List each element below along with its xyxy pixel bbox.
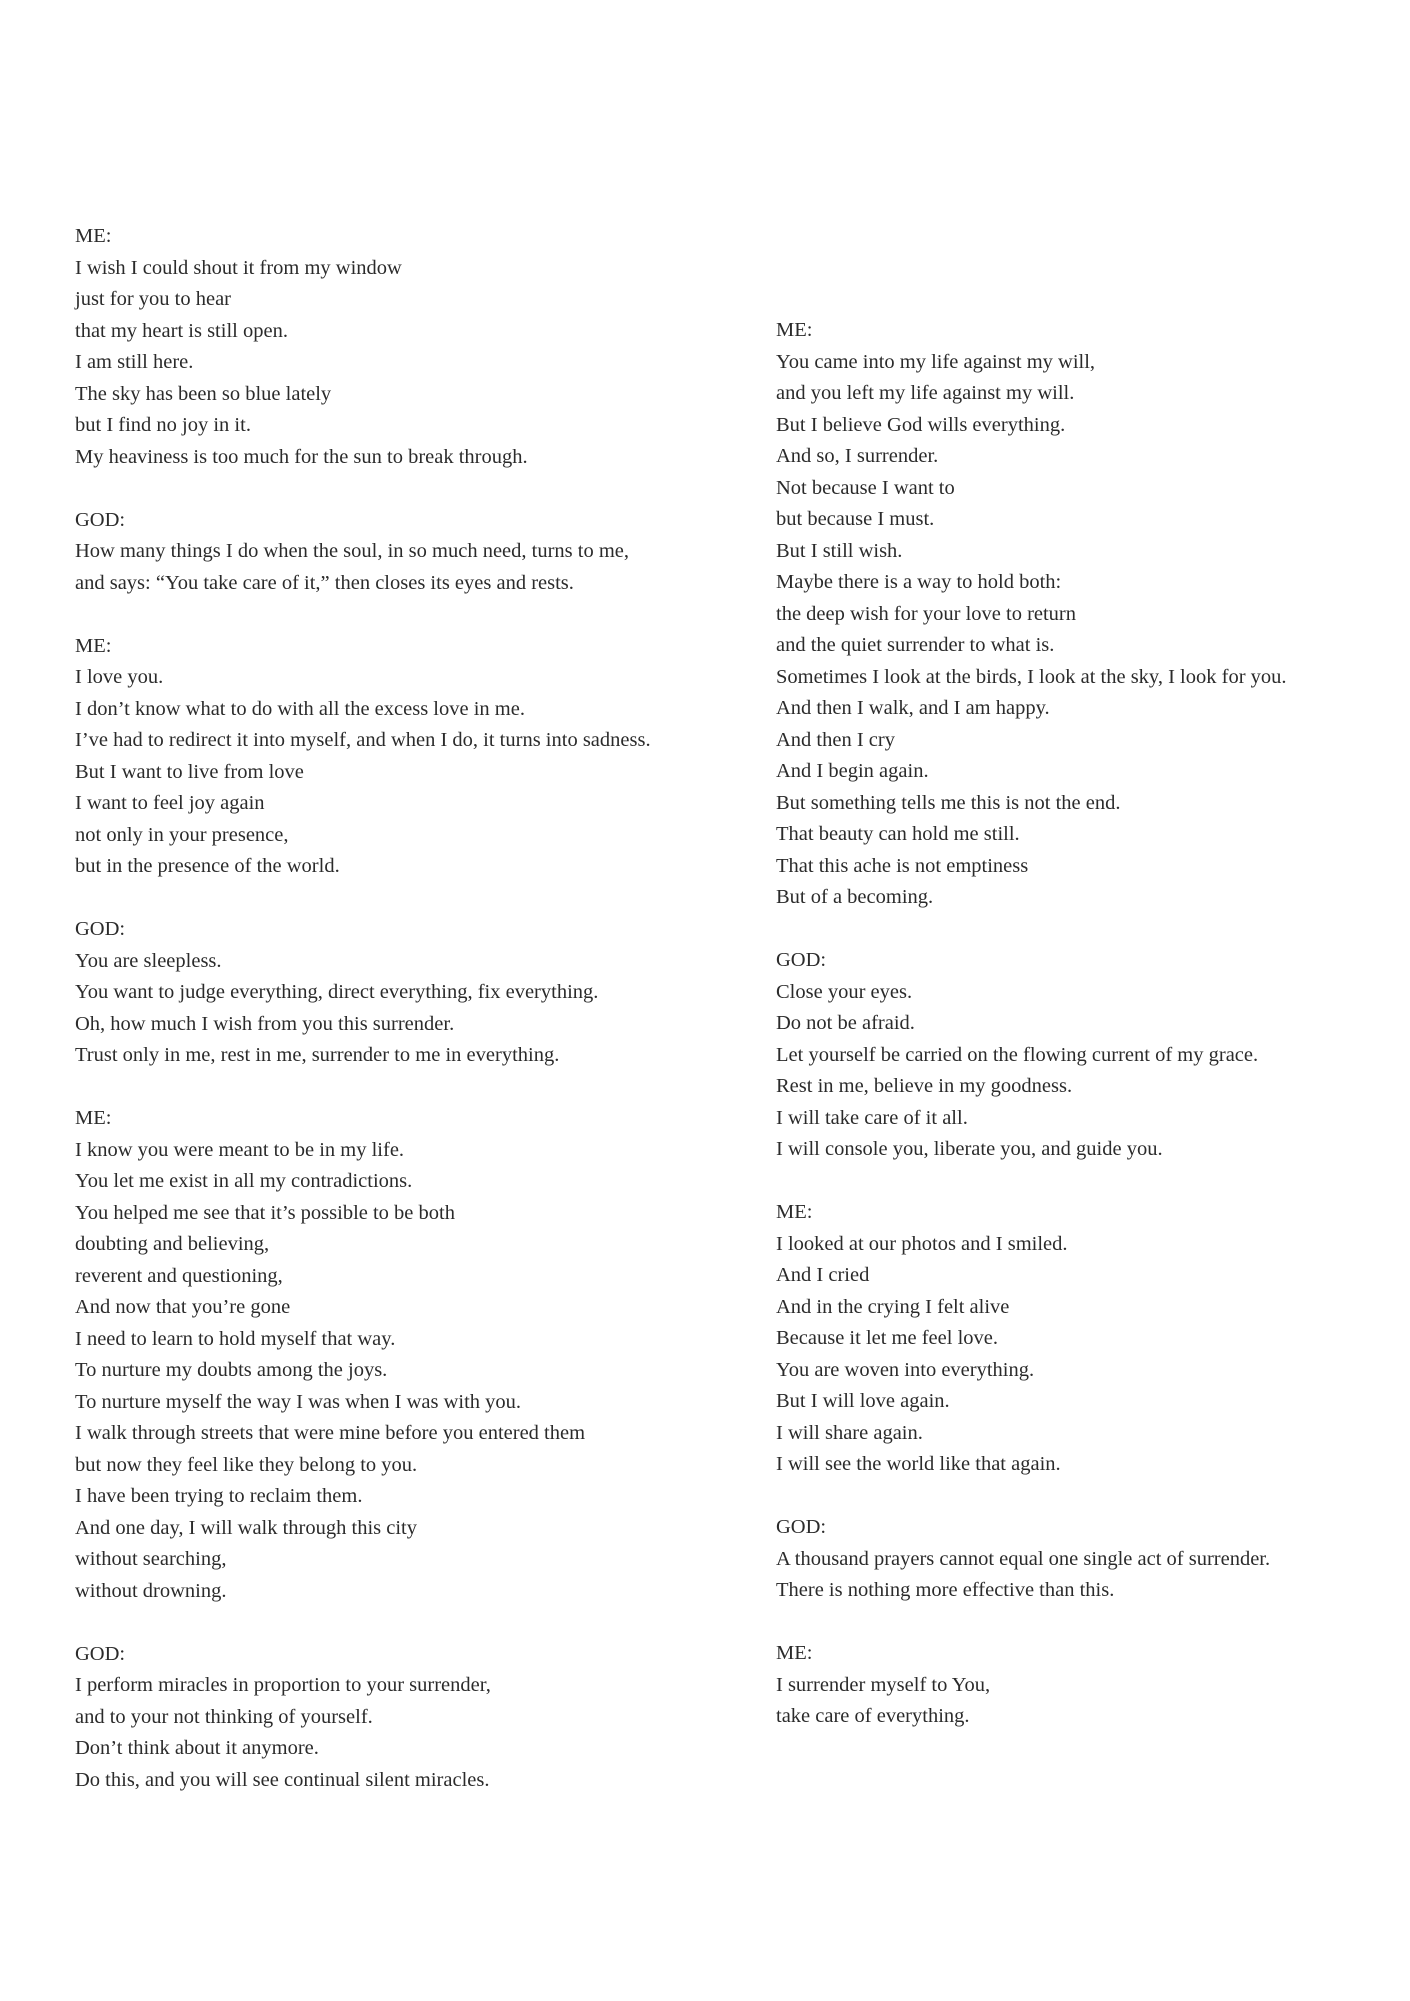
dialogue-line: How many things I do when the soul, in so much need, turns to me,: [75, 540, 630, 562]
dialogue-section: [75, 914, 651, 1072]
dialogue-line: Do not be afraid.: [776, 1012, 915, 1034]
speaker-label: GOD:: [75, 1642, 126, 1665]
dialogue-line: Don’t think about it anymore.: [75, 1737, 319, 1759]
dialogue-line: that my heart is still open.: [75, 319, 288, 342]
dialogue-line: That beauty can hold me still.: [776, 823, 1020, 845]
dialogue-line: You are sleepless.: [75, 949, 222, 972]
dialogue-line: But I believe God wills everything.: [776, 413, 1066, 436]
dialogue-section: [75, 505, 651, 600]
dialogue-line: Trust only in me, rest in me, surrender to me in everything.: [75, 1044, 560, 1066]
dialogue-line: And one day, I will walk through this city: [75, 1516, 417, 1539]
dialogue-line: I will take care of it all.: [776, 1106, 968, 1129]
dialogue-line: To nurture my doubts among the joys.: [75, 1359, 388, 1381]
dialogue-line: And so, I surrender.: [776, 445, 939, 467]
dialogue-section: [75, 221, 651, 473]
dialogue-line: I have been trying to reclaim them.: [75, 1485, 363, 1507]
dialogue-line: and you left my life against my will.: [776, 382, 1075, 404]
dialogue-section: [75, 631, 651, 883]
dialogue-line: Let yourself be carried on the flowing current of my grace.: [776, 1043, 1259, 1066]
dialogue-line: I will share again.: [776, 1421, 923, 1444]
dialogue-line: You are woven into everything.: [776, 1358, 1035, 1381]
dialogue-line: My heaviness is too much for the sun to break through.: [75, 445, 528, 468]
dialogue-line: A thousand prayers cannot equal one single act of surrender.: [776, 1547, 1271, 1570]
dialogue-line: take care of everything.: [776, 1705, 970, 1727]
dialogue-line: But I still wish.: [776, 539, 903, 562]
dialogue-line: Maybe there is a way to hold both:: [776, 571, 1062, 593]
dialogue-line: not only in your presence,: [75, 823, 289, 846]
dialogue-line: just for you to hear: [75, 288, 231, 310]
dialogue-line: Rest in me, believe in my goodness.: [776, 1075, 1073, 1097]
speaker-label: ME:: [776, 1642, 813, 1664]
speaker-label: GOD:: [776, 1516, 827, 1538]
dialogue-line: I don’t know what to do with all the excess love in me.: [75, 697, 525, 720]
dialogue-line: Because it let me feel love.: [776, 1327, 998, 1349]
dialogue-line: I surrender myself to You,: [776, 1673, 991, 1696]
dialogue-section: [75, 1103, 651, 1607]
dialogue-line: I’ve had to redirect it into myself, and when I do, it turns into sadness.: [75, 729, 651, 751]
dialogue-section: [776, 315, 1287, 914]
dialogue-line: I want to feel joy again: [75, 792, 265, 814]
dialogue-line: And I begin again.: [776, 760, 929, 782]
dialogue-line: Do this, and you will see continual silent miracles.: [75, 1768, 490, 1791]
dialogue-section: [776, 1638, 1287, 1733]
dialogue-line: Not because I want to: [776, 476, 955, 499]
dialogue-line: The sky has been so blue lately: [75, 382, 332, 405]
dialogue-line: but because I must.: [776, 508, 935, 530]
dialogue-line: without drowning.: [75, 1579, 227, 1602]
speaker-label: ME:: [75, 225, 112, 247]
dialogue-line: You came into my life against my will,: [776, 350, 1096, 373]
right-column: [776, 315, 1287, 1733]
dialogue-line: You let me exist in all my contradictions.: [75, 1170, 413, 1192]
dialogue-section: [776, 945, 1287, 1166]
dialogue-line: There is nothing more effective than this.: [776, 1579, 1115, 1601]
dialogue-line: I am still here.: [75, 351, 194, 373]
dialogue-line: And now that you’re gone: [75, 1296, 291, 1318]
speaker-label: GOD:: [75, 918, 126, 940]
left-column: [75, 221, 651, 1796]
dialogue-section: [776, 1512, 1287, 1607]
dialogue-line: Oh, how much I wish from you this surrender.: [75, 1012, 455, 1035]
dialogue-line: I perform miracles in proportion to your surrender,: [75, 1674, 491, 1696]
speaker-label: ME:: [776, 1201, 813, 1223]
dialogue-section: [776, 1197, 1287, 1481]
speaker-label: ME:: [75, 634, 112, 657]
dialogue-line: Close your eyes.: [776, 980, 913, 1003]
dialogue-line: That this ache is not emptiness: [776, 854, 1029, 877]
dialogue-line: But something tells me this is not the end.: [776, 791, 1121, 814]
speaker-label: ME:: [75, 1107, 112, 1129]
dialogue-line: I wish I could shout it from my window: [75, 256, 402, 279]
speaker-label: GOD:: [776, 949, 827, 971]
dialogue-line: I looked at our photos and I smiled.: [776, 1232, 1068, 1255]
dialogue-line: but now they feel like they belong to you.: [75, 1453, 418, 1476]
dialogue-line: But of a becoming.: [776, 886, 934, 908]
dialogue-line: I need to learn to hold myself that way.: [75, 1327, 396, 1350]
speaker-label: ME:: [776, 319, 813, 341]
dialogue-line: To nurture myself the way I was when I was with you.: [75, 1390, 522, 1413]
dialogue-line: but in the presence of the world.: [75, 855, 340, 877]
dialogue-line: I walk through streets that were mine before you entered them: [75, 1422, 586, 1444]
dialogue-line: and the quiet surrender to what is.: [776, 634, 1055, 656]
dialogue-line: I will console you, liberate you, and guide you.: [776, 1138, 1163, 1160]
dialogue-line: I know you were meant to be in my life.: [75, 1138, 405, 1161]
dialogue-line: and to your not thinking of yourself.: [75, 1705, 373, 1728]
dialogue-line: I will see the world like that again.: [776, 1453, 1061, 1475]
dialogue-line: and says: “You take care of it,” then closes its eyes and rests.: [75, 571, 574, 594]
dialogue-line: reverent and questioning,: [75, 1264, 283, 1287]
dialogue-line: But I will love again.: [776, 1390, 950, 1412]
dialogue-line: And then I walk, and I am happy.: [776, 697, 1050, 719]
dialogue-line: And I cried: [776, 1264, 870, 1286]
dialogue-line: without searching,: [75, 1548, 227, 1570]
dialogue-line: And in the crying I felt alive: [776, 1295, 1010, 1318]
dialogue-line: doubting and believing,: [75, 1233, 270, 1255]
dialogue-line: You want to judge everything, direct everything, fix everything.: [75, 981, 599, 1003]
dialogue-line: But I want to live from love: [75, 760, 304, 783]
dialogue-line: I love you.: [75, 666, 164, 688]
dialogue-line: Sometimes I look at the birds, I look at the sky, I look for you.: [776, 665, 1287, 688]
dialogue-line: You helped me see that it’s possible to be both: [75, 1201, 455, 1224]
dialogue-line: but I find no joy in it.: [75, 414, 251, 436]
dialogue-line: And then I cry: [776, 728, 895, 751]
dialogue-line: the deep wish for your love to return: [776, 602, 1077, 625]
dialogue-section: [75, 1639, 651, 1797]
speaker-label: GOD:: [75, 508, 126, 531]
